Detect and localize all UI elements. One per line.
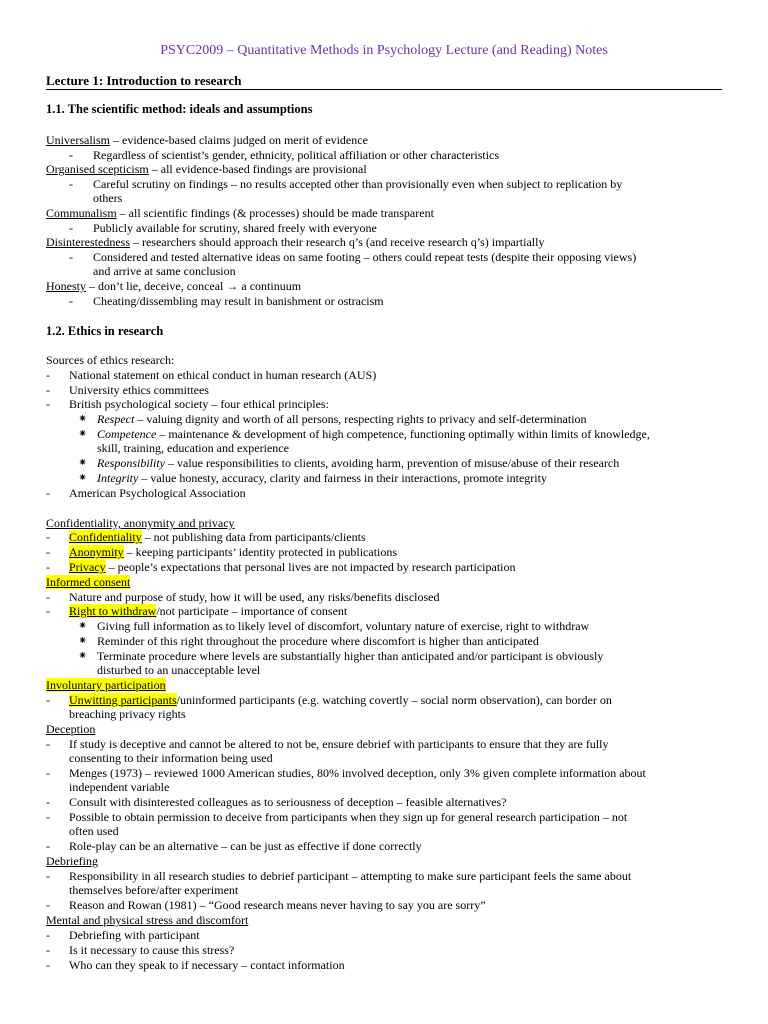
term-definition: – don’t lie, deceive, conceal → a continuum (86, 279, 302, 293)
heading-rule (46, 89, 722, 90)
bullet-text: Debriefing with participant (69, 928, 200, 942)
sub-bullet-text-cont: disturbed to an unacceptable level (97, 663, 261, 677)
highlighted-term: Right to withdraw (69, 604, 157, 618)
bullet-text: Nature and purpose of study, how it will be used, any risks/benefits disclosed (69, 590, 440, 604)
principle-respect (97, 412, 587, 426)
dash-bullet: - (46, 545, 50, 559)
dash-bullet: - (46, 943, 50, 957)
principle-definition: – maintenance & development of high competence, functioning optimally within limits of knowledge, (156, 427, 650, 441)
star-bullet: ⁕ (78, 457, 88, 469)
bullet-text-cont: themselves before/after experiment (69, 883, 239, 897)
dash-bullet: - (69, 177, 73, 191)
term-line-honesty (46, 279, 301, 293)
item-definition: /not participate – importance of consent (156, 604, 348, 618)
subheading-debriefing: Debriefing (46, 854, 98, 868)
principle-term: Responsibility (97, 456, 165, 470)
principle-definition: – value responsibilities to clients, avoiding harm, prevention of misuse/abuse of their research (165, 456, 620, 470)
source-item: British psychological society – four ethical principles: (69, 397, 329, 411)
principle-integrity (97, 471, 547, 485)
highlighted-heading: Involuntary participation (46, 678, 166, 692)
term-line-scepticism (46, 162, 367, 176)
sources-label: Sources of ethics research: (46, 353, 175, 367)
bullet-text: Reason and Rowan (1981) – “Good research means never having to say you are sorry” (69, 898, 486, 912)
principle-definition: – value honesty, accuracy, clarity and fairness in their interactions, promote integrity (138, 471, 547, 485)
section-heading-1-1: 1.1. The scientific method: ideals and assumptions (46, 102, 313, 116)
bullet-text: Role-play can be an alternative – can be just as effective if done correctly (69, 839, 422, 853)
highlighted-term: Anonymity (69, 545, 124, 559)
dash-bullet: - (46, 590, 50, 604)
subheading-confidentiality: Confidentiality, anonymity and privacy (46, 516, 235, 530)
dash-bullet: - (46, 839, 50, 853)
item-confidentiality (69, 530, 366, 544)
dash-bullet: - (46, 766, 50, 780)
lecture-heading: Lecture 1: Introduction to research (46, 73, 242, 88)
item-definition: – keeping participants’ identity protected in publications (123, 545, 398, 559)
bullet-text: Considered and tested alternative ideas on same footing – others could repeat tests (despite their opposing views) (93, 250, 637, 264)
dash-bullet: - (46, 795, 50, 809)
dash-bullet: - (46, 693, 50, 707)
dash-bullet: - (46, 604, 50, 618)
principle-competence (97, 427, 650, 441)
term-definition: – all scientific findings (& processes) should be made transparent (116, 206, 434, 220)
term-line-universalism (46, 133, 368, 147)
term-line-communalism (46, 206, 434, 220)
subheading-involuntary (46, 678, 166, 692)
star-bullet: ⁕ (78, 413, 88, 425)
source-item: University ethics committees (69, 383, 209, 397)
highlighted-heading: Informed consent (46, 575, 131, 589)
highlighted-term: Confidentiality (69, 530, 142, 544)
source-item: National statement on ethical conduct in human research (AUS) (69, 368, 377, 382)
bullet-text: Who can they speak to if necessary – contact information (69, 958, 345, 972)
bullet-text: Careful scrutiny on findings – no results accepted other than provisionally even when subject to replication by (93, 177, 623, 191)
bullet-text: Responsibility in all research studies to debrief participant – attempting to make sure participant feels the same about (69, 869, 632, 883)
bullet-text-cont: consenting to their information being used (69, 751, 273, 765)
highlighted-term: Privacy (69, 560, 106, 574)
bullet-text: Cheating/dissembling may result in banishment or ostracism (93, 294, 384, 308)
bullet-text-cont: independent variable (69, 780, 170, 794)
dash-bullet: - (69, 294, 73, 308)
principle-term: Integrity (97, 471, 139, 485)
bullet-text-cont: and arrive at same conclusion (93, 264, 236, 278)
bullet-text: Is it necessary to cause this stress? (69, 943, 235, 957)
dash-bullet: - (69, 221, 73, 235)
bullet-text: If study is deceptive and cannot be altered to not be, ensure debrief with participants to ensure that they are fully (69, 737, 609, 751)
star-bullet: ⁕ (78, 635, 88, 647)
sub-bullet-text: Giving full information as to likely level of discomfort, voluntary nature of exercise, right to withdraw (97, 619, 590, 633)
term-honesty: Honesty (46, 279, 86, 293)
term-disinterestedness: Disinterestedness (46, 235, 130, 249)
term-universalism: Universalism (46, 133, 110, 147)
item-definition: – people’s expectations that personal lives are not impacted by research participation (105, 560, 516, 574)
dash-bullet: - (46, 737, 50, 751)
dash-bullet: - (69, 148, 73, 162)
principle-definition-cont: skill, training, education and experience (97, 441, 289, 455)
bullet-text: Consult with disinterested colleagues as to seriousness of deception – feasible alternatives? (69, 795, 507, 809)
dash-bullet: - (46, 486, 50, 500)
principle-term: Respect (97, 412, 135, 426)
dash-bullet: - (69, 250, 73, 264)
dash-bullet: - (46, 810, 50, 824)
star-bullet: ⁕ (78, 650, 88, 662)
bullet-text: Possible to obtain permission to deceive from participants when they sign up for general research participation – not (69, 810, 628, 824)
dash-bullet: - (46, 958, 50, 972)
subheading-informed-consent (46, 575, 130, 589)
highlighted-term: Unwitting participants (69, 693, 177, 707)
star-bullet: ⁕ (78, 472, 88, 484)
section-heading-1-2: 1.2. Ethics in research (46, 324, 164, 338)
term-definition: – all evidence-based findings are provisional (148, 162, 367, 176)
dash-bullet: - (46, 928, 50, 942)
bullet-text-cont: often used (69, 824, 119, 838)
term-definition: – evidence-based claims judged on merit of evidence (110, 133, 368, 147)
bullet-text: Regardless of scientist’s gender, ethnicity, political affiliation or other characteristics (93, 148, 500, 162)
term-communalism: Communalism (46, 206, 117, 220)
principle-responsibility (97, 456, 619, 470)
dash-bullet: - (46, 869, 50, 883)
dash-bullet: - (46, 530, 50, 544)
item-definition-cont: breaching privacy rights (69, 707, 186, 721)
item-privacy (69, 560, 516, 574)
dash-bullet: - (46, 383, 50, 397)
dash-bullet: - (46, 560, 50, 574)
item-definition: /uninformed participants (e.g. watching covertly – social norm observation), can border on (176, 693, 612, 707)
star-bullet: ⁕ (78, 428, 88, 440)
subheading-deception: Deception (46, 722, 96, 736)
term-definition: – researchers should approach their research q’s (and receive research q’s) impartially (129, 235, 545, 249)
bullet-text-cont: others (93, 191, 123, 205)
item-right-to-withdraw (69, 604, 347, 618)
principle-term: Competence (97, 427, 157, 441)
item-definition: – not publishing data from participants/clients (141, 530, 366, 544)
term-scepticism: Organised scepticism (46, 162, 149, 176)
sub-bullet-text: Reminder of this right throughout the procedure where discomfort is higher than anticipated (97, 634, 539, 648)
dash-bullet: - (46, 397, 50, 411)
dash-bullet: - (46, 898, 50, 912)
source-item: American Psychological Association (69, 486, 246, 500)
item-unwitting (69, 693, 612, 707)
item-anonymity (69, 545, 397, 559)
star-bullet: ⁕ (78, 620, 88, 632)
bullet-text: Menges (1973) – reviewed 1000 American studies, 80% involved deception, only 3% given complete information about (69, 766, 646, 780)
term-line-disinterestedness (46, 235, 544, 249)
subheading-stress: Mental and physical stress and discomfort (46, 913, 249, 927)
bullet-text: Publicly available for scrutiny, shared freely with everyone (93, 221, 377, 235)
document-title: PSYC2009 – Quantitative Methods in Psychology Lecture (and Reading) Notes (160, 43, 608, 58)
principle-definition: – valuing dignity and worth of all persons, respecting rights to privacy and self-determination (134, 412, 587, 426)
dash-bullet: - (46, 368, 50, 382)
sub-bullet-text: Terminate procedure where levels are substantially higher than anticipated and/or participant is obviously (97, 649, 604, 663)
